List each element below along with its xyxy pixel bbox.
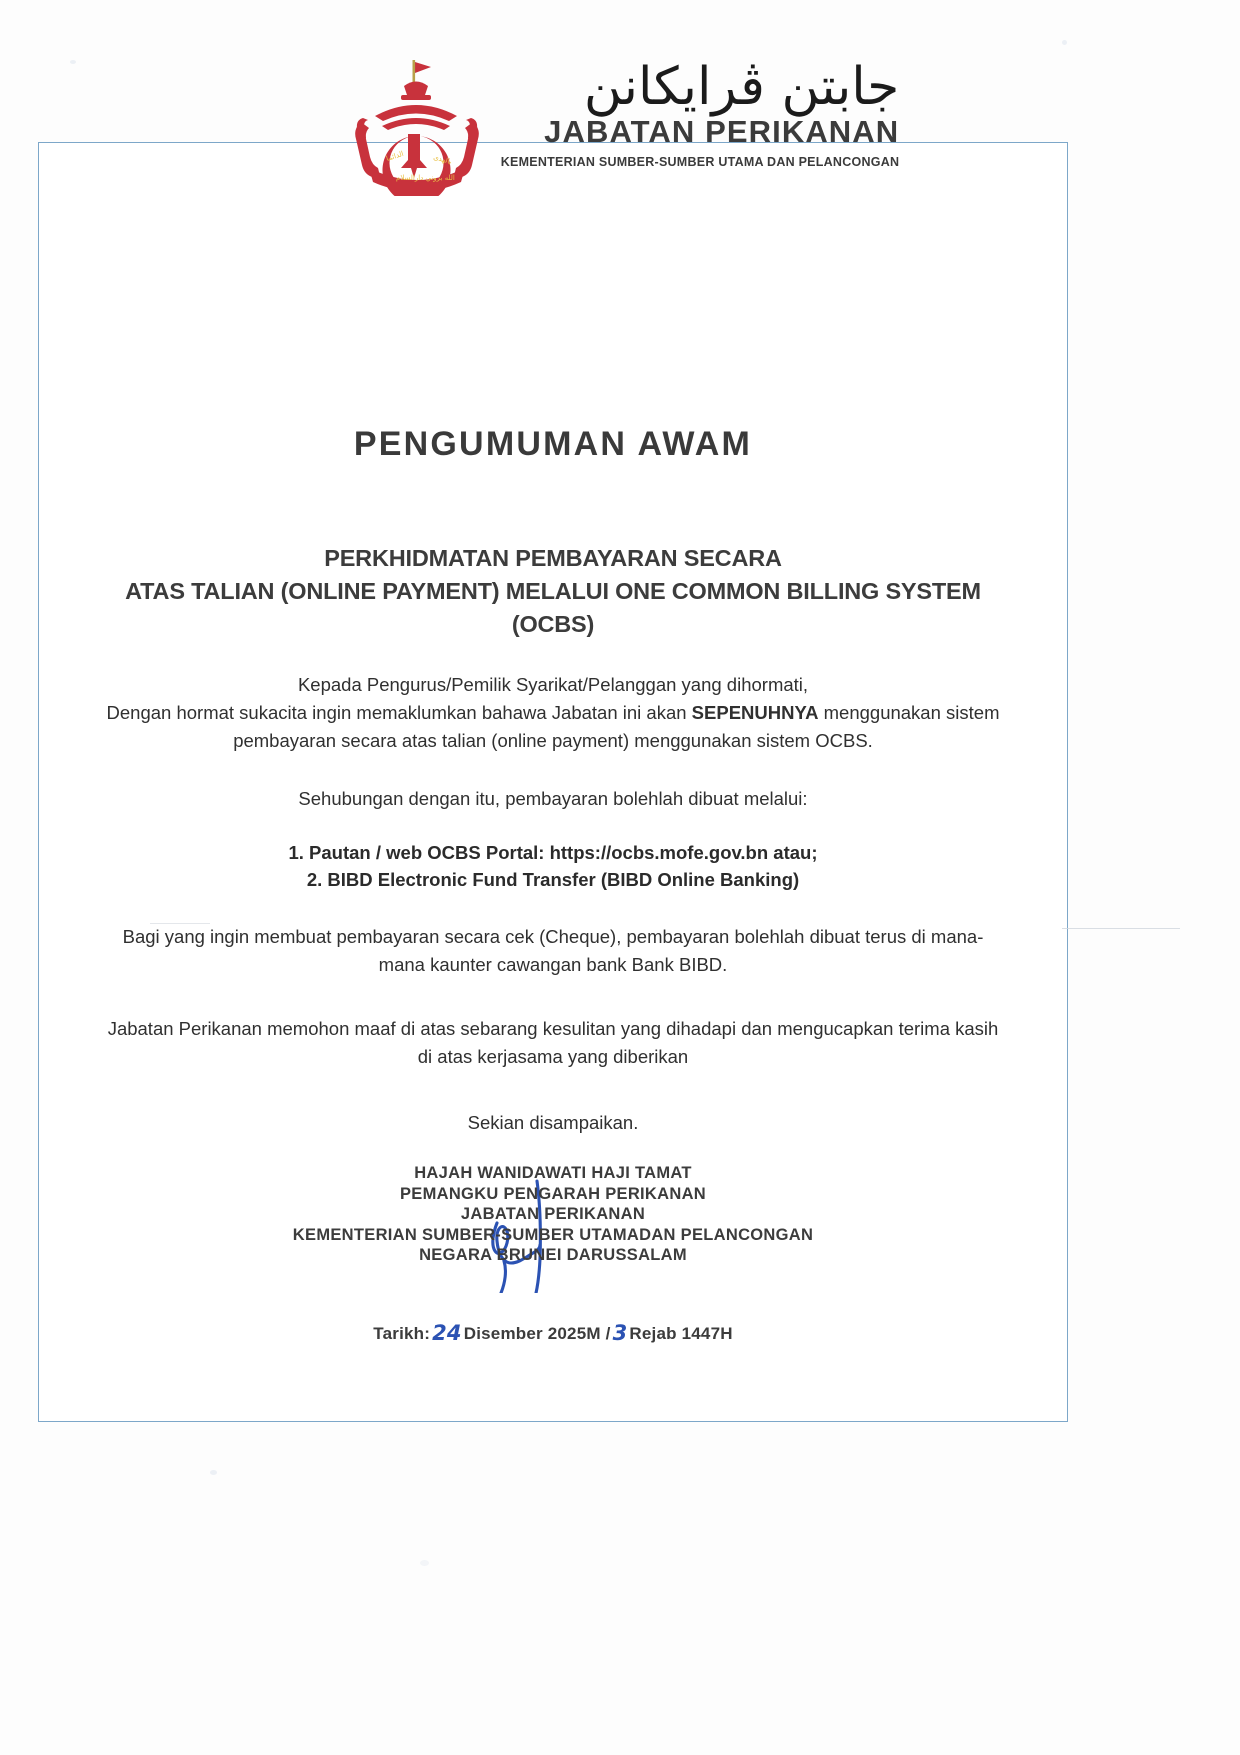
date-line [102, 1321, 1004, 1345]
svg-text:الله بروني دارالسلام: الله بروني دارالسلام [395, 174, 455, 182]
subtitle-line-1: PERKHIDMATAN PEMBAYARAN SECARA [324, 545, 782, 571]
closing-line: Sekian disampaikan. [467, 1112, 639, 1133]
list-item: 1. Pautan / web OCBS Portal: https://ocbs.mofe.gov.bn atau; [288, 842, 818, 863]
scan-speckle [420, 1560, 429, 1566]
signer-country: NEGARA BRUNEI DARUSSALAM [419, 1246, 687, 1264]
scan-speckle [1062, 40, 1067, 45]
ministry-name-latin: KEMENTERIAN SUMBER-SUMBER UTAMA DAN PELANCONGAN [500, 155, 900, 169]
signer-details [102, 1163, 1004, 1266]
signer-ministry: KEMENTERIAN SUMBER-SUMBER UTAMADAN PELANCONGAN [292, 1225, 814, 1244]
letter-body [38, 330, 1068, 1345]
intro-text-before: Dengan hormat sukacita ingin memaklumkan bahawa Jabatan ini akan [106, 702, 692, 723]
signer-position: PEMANGKU PENGARAH PERIKANAN [399, 1184, 707, 1203]
department-name-latin: JABATAN PERIKANAN [544, 114, 900, 149]
signer-name: HAJAH WANIDAWATI HAJI TAMAT [414, 1164, 692, 1182]
intro-sentence [102, 699, 1004, 755]
greeting-line: Kepada Pengurus/Pemilik Syarikat/Pelanggan yang dihormati, [297, 674, 809, 695]
page-title: PENGUMUMAN AWAM [353, 425, 753, 463]
letterhead [0, 52, 1240, 202]
apology-paragraph: Jabatan Perikanan memohon maaf di atas sebarang kesulitan yang dihadapi dan mengucapkan terima kasih di atas kerjasama yang diberikan [107, 1018, 999, 1067]
handwritten-hijri-day: 3 [612, 1321, 628, 1345]
subtitle-line-2: ATAS TALIAN (ONLINE PAYMENT) MELALUI ONE COMMON BILLING SYSTEM [125, 578, 981, 604]
cheque-paragraph: Bagi yang ingin membuat pembayaran secara cek (Cheque), pembayaran bolehlah dibuat terus di mana-mana kaunter cawangan bank Bank BIBD. [122, 926, 984, 975]
jawi-department-name: جابتن ڤرايكانن [583, 57, 900, 117]
svg-text:بالهدى: بالهدى [432, 153, 453, 167]
brunei-fisheries-crest-icon [341, 56, 493, 196]
subtitle-line-3: (OCBS) [511, 611, 595, 637]
methods-intro-paragraph: Sehubungan dengan itu, pembayaran bolehlah dibuat melalui: [298, 788, 808, 809]
department-name-block [501, 52, 900, 169]
list-item: 2. BIBD Electronic Fund Transfer (BIBD Online Banking) [306, 869, 800, 890]
scan-artifact-line [1062, 928, 1180, 929]
svg-text:الدائما: الدائما [384, 149, 405, 163]
intro-text-after: menggunakan sistem pembayaran secara atas talian (online payment) menggunakan sistem OCBS. [233, 702, 1000, 751]
signer-department: JABATAN PERIKANAN [460, 1205, 646, 1223]
date-gregorian-text: Disember 2025M / [463, 1324, 611, 1343]
date-hijri-text: Rejab 1447H [629, 1324, 733, 1343]
date-label: Tarikh: [373, 1324, 431, 1343]
payment-methods-list [102, 839, 1004, 893]
intro-emphasis: SEPENUHNYA [691, 702, 819, 723]
scan-speckle [210, 1470, 217, 1475]
greeting-paragraph [102, 671, 1004, 755]
handwritten-gregorian-day: 24 [432, 1321, 462, 1345]
subtitle-block [102, 542, 1004, 641]
signature-area [102, 1163, 1004, 1281]
